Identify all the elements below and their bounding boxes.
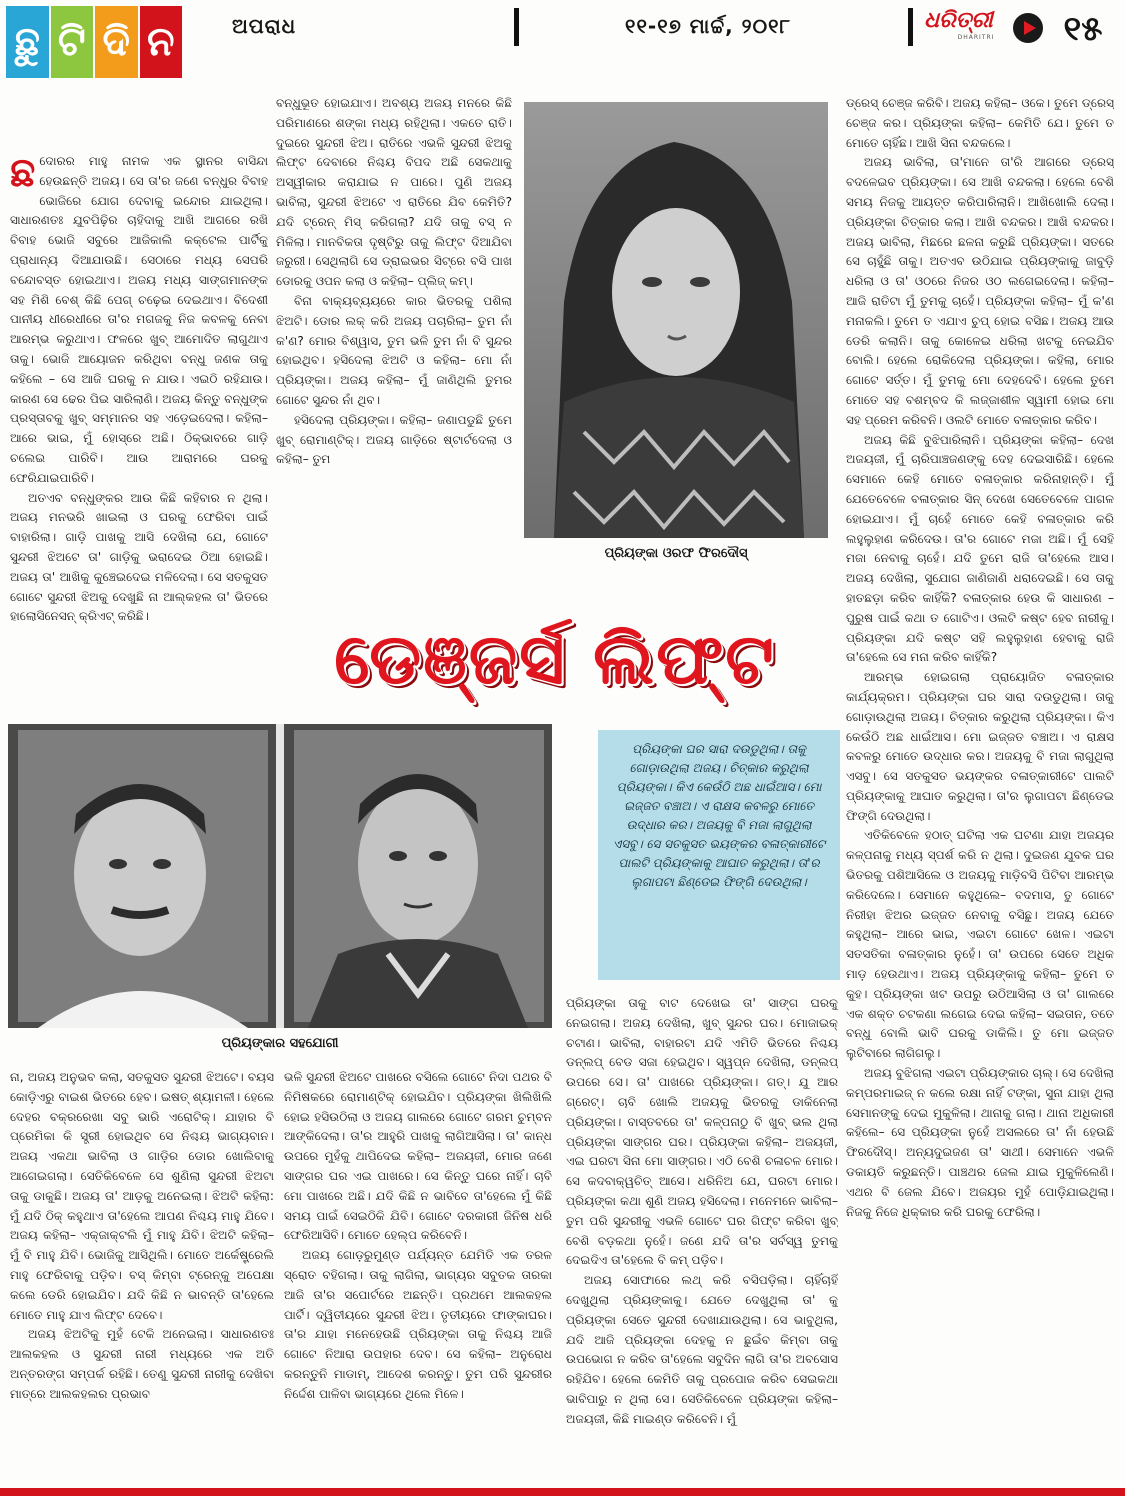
paragraph: ବନ୍ଧୁଭୂତ ହୋଇଯାଏ। ଅବଶ୍ୟ ଅଜୟ ମନରେ କିଛି ପରିମାଣରେ ଶଙ୍କା ମଧ୍ୟ ରହିଥିଲା। ଏକତେ ରାତି। ଦୁଇରେ ସୁନ୍ଦରୀ ଝିଅ। ରାତିରେ ଏଭଳି ସୁନ୍ଦରୀ ଝିଅକୁ ଲିଫ୍ଟ ଦେବାରେ ନିଶ୍ଚୟ ବିପଦ ଅଛି ସେକଥାକୁ ଅସ୍ୱୀକାର କରାଯାଇ ନ ପାରେ। ପୁଣି ଅଜୟ ଭାବିଲା, ସୁନ୍ଦରୀ ଝିଅଟେ ଏ ରାତିରେ ଯିବ କେମିତି? ଯଦି ଟ୍ରେନ୍ ମିସ୍ କରିଗଲା? ଯଦି ତାକୁ ବସ୍ ନ ମିଳିଲା। ମାନବିକତା ଦୃଷ୍ଟିରୁ ତାକୁ ଲିଫ୍ଟ ଦିଆଯିବା ଜରୁରୀ। ସେଥିଲାଗି ସେ ଡ୍ରାଇଭର ସିଟ୍‌ରେ ବସି ପାଖ ଡୋରକୁ ଓପନ କଲା ଓ କହିଲା– ପ୍ଲିଜ୍ କମ୍। <box>276 96 512 289</box>
magazine-logo: ଧରିତ୍ରୀ <box>924 8 993 33</box>
drop-cap: ଛ <box>10 152 36 196</box>
paragraph: ନା, ଅଜୟ ଅନୁଭବ କଲା, ସତକୁସତ ସୁନ୍ଦରୀ ଝିଅଟେ। ବୟସ କୋଡ଼ିଏରୁ ବାଇଶ ଭିତରେ ହେବ। ଇଷତ୍ ଶ୍ୟାମଳୀ। ହେଲେ ଦେହର ବକ୍ରରେଖା ସବୁ ଭାରି ଏରୋଟିକ୍। ଯାହାର ବି ପ୍ରେମିକା କି ସ୍ତ୍ରୀ ହୋଇଥିବ ସେ ନିଶ୍ଚୟ ଭାଗ୍ୟବାନ। ଅଜୟ ଏକଥା ଭାବିଲା ଓ ଗାଡ଼ିର ଡୋର ଖୋଲିବାକୁ ଆଗେଇଗଲା। ସେତିକିବେଳେ ସେ ଶୁଣିଲା ସୁନ୍ଦରୀ ଝିଅଟା ତାକୁ ଡାକୁଛି। ଅଜୟ ତା' ଆଡ଼କୁ ଅନେଇଲା। ଝିଅଟି କହିଲା: ମୁଁ ଯଦି ଠିକ୍ କହୁଥାଏ ତା'ହେଲେ ଆପଣ ନିଶ୍ଚୟ ମାହୁ ଯିବେ। ଅଜୟ କହିଲା– ଏକ୍‌ଜାକ୍‌ଟଲି ମୁଁ ମାହୁ ଯିବି। ଝିଅଟି କହିଲା– ମୁଁ ବି ମାହୁ ଯିବି। ଭୋଜିକୁ ଆସିଥିଲି। ମୋତେ ଅର୍କେଷ୍ଟ୍ରେଲି ମାହୁ ଫେରିବାକୁ ପଡ଼ିବ। ବସ୍ କିମ୍ବା ଟ୍ରେନ୍‌କୁ ଅପେକ୍ଷା କଲେ ଡେରି ହୋଇଯିବ। ଯଦି କିଛି ନ ଭାବନ୍ତି ତା'ହେଲେ ମୋତେ ମାହୁ ଯାଏ ଲିଫ୍ଟ ଦେବେ। <box>10 1070 274 1322</box>
paragraph: ଅଜୟ ଗୋଡ଼ରୁମୁଣ୍ଡ ପର୍ଯ୍ୟନ୍ତ ଯେମିତି ଏକ ତରଳ ସ୍ରୋତ ବହିଗଲା। ତାକୁ ଲାଗିଲା, ଭାଗ୍ୟର ସବୁତକ ତାରକା ଆଜି ତା'ର ସପୋର୍ଟରେ ଅଛନ୍ତି। ପ୍ରଥମେ ଆଲକହଲ ପାର୍ଟି। ଦ୍ୱିତୀୟରେ ସୁନ୍ଦରୀ ଝିଅ। ତୃତୀୟରେ ଫାଙ୍କାଘର। ତା'ର ଯାହା ମନେହେଉଛି ପ୍ରିୟଙ୍କା ତାକୁ ନିଶ୍ଚୟ ଆଜି ଗୋଟେ ନିଆରା ଉପହାର ଦେବ। ସେ କହିଲା– ଅନୁରୋଧ କରନ୍ତୁନି ମାଡାମ୍, ଆଦେଶ କରନ୍ତୁ। ତୁମ ପରି ସୁନ୍ଦରୀର ନିର୍ଦ୍ଦେଶ ପାଳିବା ଭାଗ୍ୟରେ ଥିଲେ ମିଳେ। <box>284 1248 552 1401</box>
magazine-logo-sub: DHARITRI <box>957 34 995 41</box>
paragraph: ହସିଦେଲା ପ୍ରିୟଙ୍କା। କହିଲା– ଜଣାପଡୁଛି ତୁମେ ଖୁବ୍ ରୋମାଣ୍ଟିକ୍। ଅଜୟ ଗାଡ଼ିରେ ଷ୍ଟାର୍ଟଦେଲା ଓ କହିଲା– ତୁମ <box>276 412 512 467</box>
page-bottom-rule <box>0 1488 1125 1496</box>
article-column-2 <box>276 94 512 576</box>
header-divider <box>514 8 519 46</box>
pull-quote: ପ୍ରିୟଙ୍କା ଘର ସାରା ଦଉଡୁଥିଲା। ତାକୁ ଗୋଡ଼ାଉଥିଲା ଅଜୟ। ଚିତ୍କାର କରୁଥିଲା ପ୍ରିୟଙ୍କା। କିଏ କେଉଁଠି ଅଛ ଧାଇଁଆସ। ମୋ ଇଜ୍ଜତ ବଞ୍ଚାଅ। ଏ ରାକ୍ଷସ କବଳରୁ ମୋତେ ଉଦ୍ଧାର କର। ଅଜୟକୁ ବି ମଜା ଲାଗୁଥିଲା ଏସବୁ। ସେ ସତକୁସତ ଭୟଙ୍କର ବଳାତ୍କାରୀଟେ ପାଲଟି ପ୍ରିୟଙ୍କାକୁ ଆଘାତ କରୁଥିଲା। ତା'ର ଲୁଗାପଟା ଛିଣ୍ଡେଇ ଫିଙ୍ଗି ଦେଉଥିଲା। <box>598 730 840 980</box>
headline: ଡେଞ୍ଜର୍ସ ଲିଫ୍ଟ <box>334 618 776 700</box>
brand-letter-tile: ନ <box>140 6 183 78</box>
section-title: ଅପରାଧ <box>232 14 297 38</box>
paragraph: ଦୋରର ମାହୁ ନାମକ ଏକ ସ୍ଥାନର ବାସିନ୍ଦା ହେଉଛନ୍ତି ଅଜୟ। ସେ ତା'ର ଜଣେ ବନ୍ଧୁର ବିବାହ ଭୋଜିରେ ଯୋଗ ଦେବାକୁ ଇନ୍ଦୋର ଯାଇଥିଲା। ସାଧାରଣତଃ ଯୁବପିଢ଼ିର ଚାହିଦାକୁ ଆଖି ଆଗରେ ରଖି ବିବାହ ଭୋଜି ସବୁରେ ଆଜିକାଲି କକ୍‌ଟେଲ ପାର୍ଟିକୁ ପ୍ରାଧାନ୍ୟ ଦିଆଯାଉଛି। ସେଠାରେ ମଧ୍ୟ ସେପରି ବନ୍ଦୋବସ୍ତ ହୋଇଥାଏ। ଅଜୟ ମଧ୍ୟ ସାଙ୍ଗମାନଙ୍କ ସହ ମିଶି ବେଶ୍ କିଛି ପେଗ୍ ଚଢ଼େଇ ଦେଇଥାଏ। ବିଦେଶୀ ପାନୀୟ ଧୀରେଧୀରେ ତା'ର ମଗଜକୁ ନିଜ କବଳକୁ ନେବା ଆରମ୍ଭ କରୁଥାଏ। ଫଳରେ ଖୁବ୍ ଆମୋଦିତ ଲାଗୁଥାଏ ତାକୁ। ଭୋଜି ଆୟୋଜନ କରିଥିବା ବନ୍ଧୁ ଜଣକ ତାକୁ କହିଲେ – ସେ ଆଜି ଘରକୁ ନ ଯାଉ। ଏଇଠି ରହିଯାଉ। କାରଣ ସେ ଢେର ପିଇ ସାରିଲାଣି। ଅଜୟ କିନ୍ତୁ ବନ୍ଧୁଙ୍କ ପ୍ରସ୍ତାବକୁ ଖୁବ୍ ସମ୍ମାନର ସହ ଏଡ଼େଇଦେଲା। କହିଲା– ଆରେ ଭାଇ, ମୁଁ ହୋସ୍‌ରେ ଅଛି। ଠିକ୍‌ଭାବରେ ଗାଡ଼ି ଚଲେଇ ପାରିବି। ଆଉ ଆରାମରେ ଘରକୁ ଫେରିଯାଇପାରିବି। <box>10 154 268 485</box>
page-number: ୧୫ <box>1063 9 1103 49</box>
issue-date: ୧୧-୧୭ ମାର୍ଚ୍ଚ, ୨୦୧୮ <box>625 14 791 38</box>
article-column-bottom-1 <box>10 1068 274 1486</box>
paragraph: ଅଜୟ କିଛି ବୁଝିପାରିଲାନି। ପ୍ରିୟଙ୍କା କହିଲା– ଦେଖ ଅଜୟଜୀ, ମୁଁ ଚାରିପାଞ୍ଚଜଣଙ୍କୁ ଦେହ ଦେଇସାରିଛି। ହେଲେ ସେମାନେ କେହି ମୋତେ ବଳାତ୍କାର କରିନାହାନ୍ତି। ମୁଁ ଯେତେବେଳେ ବଳାତ୍କାର ସିନ୍ ଦେଖେ ସେତେବେଳେ ପାଗଳ ହୋଇଯାଏ। ମୁଁ ଚାହେଁ ମୋତେ କେହି ବଳାତ୍କାର କରି ଲହୁଲୁହାଣ କରିଦେଉ। ତା'ର ଗୋଟେ ମଜା ଅଛି। ମୁଁ ସେହି ମଜା ନେବାକୁ ଚାହେଁ। ଯଦି ତୁମେ ରାଜି ତା'ହେଲେ ଆସ। ଅଜୟ ଦେଖିଲା, ସୁଯୋଗ ଜାଣିଜାଣି ଧରାଦେଇଛି। ସେ ତାକୁ ହାତଛଡ଼ା କରିବ କାହିଁକି? ବଳାତ୍କାର ହେଉ କି ସାଧାରଣ – ପୁରୁଷ ପାଇଁ କଥା ତ ଗୋଟିଏ। ଓଲଟି କଷ୍ଟ ହେବ ନାରୀକୁ। ପ୍ରିୟଙ୍କା ଯଦି କଷ୍ଟ ସହି ଲହୁଲୁହାଣ ହେବାକୁ ରାଜି ତା'ହେଲେ ସେ ମନା କରିବ କାହିଁକି? <box>846 432 1114 665</box>
paragraph: ଅଜୟ ସୋଫାରେ ଲଥ୍ କରି ବସିପଡ଼ିଲା। ଚାହିଁଚାହିଁ ଦେଖୁଥିଲା ପ୍ରିୟଙ୍କାକୁ। ଯେତେ ଦେଖୁଥିଲା ତା' କୁ ପ୍ରିୟଙ୍କା ସେତେ ସୁନ୍ଦରୀ ଦେଖାଯାଉଥିଲା। ସେ ଭାବୁଥିଲା, ଯଦି ଆଜି ପ୍ରିୟଙ୍କା ଦେହକୁ ନ ଛୁଇଁବ କିମ୍ବା ତାକୁ ଉପଭୋଗ ନ କରିବ ତା'ହେଲେ ସବୁଦିନ ଲାଗି ତା'ର ଅବସୋସ ରହିଯିବ। ହେଲେ କେମିତି ତାକୁ ପ୍ରପୋଜ କରିବ ସେଇକଥା ଭାବିପାରୁ ନ ଥିଲା ସେ। ସେତିକିବେଳେ ପ୍ରିୟଙ୍କା କହିଲା– ଅଜୟଜୀ, କିଛି ମାଇଣ୍ଡ କରିବେନି। ମୁଁ <box>566 1273 838 1426</box>
paragraph: ଅତଏବ ବନ୍ଧୁଙ୍କର ଆଉ କିଛି କହିବାର ନ ଥିଲା। ଅଜୟ ମନଭରି ଖାଇଲା ଓ ଘରକୁ ଫେରିବା ପାଇଁ ବାହାରିଲା। ଗାଡ଼ି ପାଖକୁ ଆସି ଦେଖିଲା ଯେ, ଗୋଟେ ସୁନ୍ଦରୀ ଝିଅଟେ ତା' ଗାଡ଼ିକୁ ଭରାଦେଇ ଠିଆ ହୋଇଛି। ଅଜୟ ତା' ଆଖିକୁ କୁଞ୍ଚେଇଦେଇ ମଳିଦେଲା। ସେ ସତକୁସତ ଗୋଟେ ସୁନ୍ଦରୀ ଝିଅକୁ ଦେଖୁଛି ନା ଆଲ୍‌କହଲ ତା' ଭିତରେ ହାଲୋସିନେସନ୍ କ୍ରିଏଟ୍ କରିଛି। <box>10 490 268 624</box>
brand-letter-tile: ଟି <box>51 6 94 78</box>
paragraph: ଆରମ୍ଭ ହୋଇଗଲା ପ୍ରାୟୋଜିତ ବଳାତ୍କାର କାର୍ଯ୍ୟକ୍ରମ। ପ୍ରିୟଙ୍କା ଘର ସାରା ଦଉଡୁଥିଲା। ତାକୁ ଗୋଡ଼ାଉଥିଲା ଅଜୟ। ଚିତ୍କାର କରୁଥିଲା ପ୍ରିୟଙ୍କା। କିଏ କେଉଁଠି ଅଛ ଧାଇଁଆସ। ମୋ ଇଜ୍ଜତ ବଞ୍ଚାଅ। ଏ ରାକ୍ଷସ କବଳରୁ ମୋତେ ଉଦ୍ଧାର କର। ଅଜୟକୁ ବି ମଜା ଲାଗୁଥିଲା ଏସବୁ। ସେ ସତକୁସତ ଭୟଙ୍କର ବଳାତ୍କାରୀଟେ ପାଲଟି ପ୍ରିୟଙ୍କାକୁ ଆଘାତ କରୁଥିଲା। ତା'ର ଲୁଗାପଟା ଛିଣ୍ଡେଇ ଫିଙ୍ଗି ଦେଉଥିଲା। <box>846 670 1114 823</box>
paragraph: ପ୍ରିୟଙ୍କା ତାକୁ ବାଟ ଦେଖେଇ ତା' ସାଙ୍ଗ ଘରକୁ ନେଇଗଲା। ଅଜୟ ଦେଖିଲା, ଖୁବ୍ ସୁନ୍ଦର ଘର। ମୋଜାଇକ୍ ଚଟାଣ। ଭାବିଲା, ବାହାରଟା ଯଦି ଏମିତି ଭିତରେ ନିଶ୍ଚୟ ଡନ୍‌ଲପ୍ ବେଡ ସଜା ହେଇଥିବ। ସ୍ୱପ୍ନ ଦେଖିଲା, ଡନ୍‌ଲପ୍ ଉପରେ ସେ। ତା' ପାଖରେ ପ୍ରିୟଙ୍କା। ଗତ୍। ଯୁ ଆର ଗ୍ରେଟ୍। ଚାବି ଖୋଲି ଅଜୟକୁ ଭିତରକୁ ଡାକିନେଲା ପ୍ରିୟଙ୍କା। ବାସ୍ତବରେ ତା' କଳ୍ପନାଠୁ ବି ଖୁବ୍ ଭଲ ଥିଲା ପ୍ରିୟଙ୍କା ସାଙ୍ଗର ଘର। ପ୍ରିୟଙ୍କା କହିଲା– ଅଜୟଜୀ, ଏଇ ଘରଟା ସିନା ମୋ ସାଙ୍ଗର। ଏଠି ବେଶି ଚଳାଚଳ ମୋର। ସେ କଦବାକ୍ୱଚିତ୍ ଆସେ। ଧରିନିଅ ଯେ, ଘରଟା ମୋର। ପ୍ରିୟଙ୍କା କଥା ଶୁଣି ଅଜୟ ହସିଦେଲା। ମନେମନେ ଭାବିଲା– ତୁମ ପରି ସୁନ୍ଦରୀକୁ ଏଭଳି ଗୋଟେ ଘର ଗିଫ୍ଟ କରିବା ଖୁବ୍ ବେଶି ବଡ଼କଥା ନୁହେଁ। ଜଣେ ଯଦି ତା'ର ସର୍ବସ୍ୱ ତୁମକୁ ଦେଇଦିଏ ତା'ହେଲେ ବି କମ୍ ପଡ଼ିବ। <box>566 996 838 1268</box>
brand-masthead <box>6 6 182 78</box>
play-icon <box>1012 12 1044 44</box>
article-column-1 <box>10 152 268 694</box>
paragraph: ଭଳି ସୁନ୍ଦରୀ ଝିଅଟେ ପାଖରେ ବସିଲେ ଗୋଟେ ନିଦା ପଥର ବି ନିମିଷକରେ ରୋମାଣ୍ଟିକ୍ ହୋଇଯିବ। ପ୍ରିୟଙ୍କା ଖିଲିଖିଲି ହୋଇ ହସିଉଠିଲା ଓ ଅଜୟ ଗାଲରେ ଗୋଟେ ଗରମ ଚୁମ୍ବନ ଆଙ୍କିଦେଲା। ତା'ର ଆହୁରି ପାଖକୁ ଲାଗିଆସିଲା। ତା' କାନ୍ଧ ଉପରେ ମୁହଁକୁ ଥାପିଦେଇ କହିଲା– ଅଜୟଜୀ, ମୋର ଜଣେ ସାଙ୍ଗର ଘର ଏଇ ପାଖରେ। ସେ କିନ୍ତୁ ଘରେ ନାହିଁ। ଚାବି ମୋ ପାଖରେ ଅଛି। ଯଦି କିଛି ନ ଭାବିବେ ତା'ହେଲେ ମୁଁ କିଛି ସମୟ ପାଇଁ ସେଇଠିକି ଯିବି। ଗୋଟେ ଦରକାରୀ ଜିନିଷ ଧରି ଫେରିଆସିବି। ମୋତେ ହେଲ୍ପ କରିବେନି। <box>284 1070 552 1243</box>
brand-letter-tile: ଛୁ <box>6 6 49 78</box>
accomplices-illustration <box>8 724 552 1028</box>
article-column-right <box>846 94 1114 1486</box>
paragraph: ଏତିକିବେଳେ ହଠାତ୍ ଘଟିଲା ଏକ ଘଟଣା ଯାହା ଅଜୟର କଳ୍ପନାକୁ ମଧ୍ୟ ସ୍ପର୍ଶ କରି ନ ଥିଲା। ଦୁଇଜଣ ଯୁବକ ଘର ଭିତରକୁ ପଶିଆସିଲେ ଓ ଅଜୟକୁ ମାଡ଼ିବସି ପିଟିବା ଆରମ୍ଭ କରିଦେଲେ। ସେମାନେ କହୁଥିଲେ– ବଦମାସ, ତୁ ଗୋଟେ ନିରୀହା ଝିଅର ଇଜ୍ଜତ ନେବାକୁ ବସିଛୁ। ଅଜୟ ଯେତେ କହୁଥିଲା– ଆରେ ଭାଇ, ଏଇଟା ଗୋଟେ ଖେଳ। ଏଇଟା ସତସତିକା ବଳାତ୍କାର ନୁହେଁ। ତା' ଉପରେ ସେତେ ଅଧିକ ମାଡ଼ ହେଉଥାଏ। ଅଜୟ ପ୍ରିୟଙ୍କାକୁ କହିଲା– ତୁମେ ତ କୁହ। ପ୍ରିୟଙ୍କା ଖଟ ଉପରୁ ଉଠିଆସିଲା ଓ ତା' ଗାଲରେ ଏକ ଶକ୍ତ ଚଟକଣା ଲଗେଇ ଦେଇ କହିଲା– ସଇତାନ, ତତେ ବନ୍ଧୁ ବୋଲି ଭାବି ଘରକୁ ଡାକିଲି। ତୁ ମୋ ଇଜ୍ଜତ ଲୁଟିବାରେ ଲାଗିଗଲୁ। <box>846 828 1114 1061</box>
header-divider <box>908 8 913 46</box>
photo-caption-top: ପ୍ରିୟଙ୍କା ଓରଫ ଫିରଦୌସ୍ <box>604 546 748 561</box>
paragraph: ଅଜୟ ଝିଅଟିକୁ ମୁହଁ ଟେକି ଅନେଇଲା। ସାଧାରଣତଃ ଆଲକହଲ ଓ ସୁନ୍ଦରୀ ନାରୀ ମଧ୍ୟରେ ଏକ ଅତି ଅନ୍ତରଙ୍ଗ ସମ୍ପର୍କ ରହିଛି। ତେଣୁ ସୁନ୍ଦରୀ ନାରୀକୁ ଦେଖିବା ମାତ୍ରେ ଆଲକହଲର ପ୍ରଭାବ <box>10 1327 274 1401</box>
paragraph: ଅଜୟ ବୁଝିଗଲା ଏଇଟା ପ୍ରିୟଙ୍କାର ଚାଲ୍। ସେ ଦେଖିଲା କମ୍ପରମାଇଜ୍ ନ କଲେ ରକ୍ଷା ନାହିଁ ଟଙ୍କା, ସୁନା ଯାହା ଥିଲା ସେମାନଙ୍କୁ ଦେଇ ମୁକୁଳିଲା। ଥାନାକୁ ଗଲା। ଥାନା ଅଧିକାରୀ କହିଲେ– ସେ ପ୍ରିୟଙ୍କା ନୁହେଁ ଅସଲରେ ତା' ନାଁ ହେଉଛି ଫିରଦୌସ୍। ଅନ୍ୟଦୁଇଜଣ ତା' ସାଥୀ। ସେମାନେ ଏଭଳି ଡକାୟତି କରୁଛନ୍ତି। ପାଞ୍ଚଥର ଜେଲ ଯାଇ ମୁକୁଳିଲେଣି। ଏଥର ବି ଜେଲ ଯିବେ। ଅଜୟର ମୁହଁ ପୋଡ଼ିଯାଇଥିଲା। ନିଜକୁ ନିଜେ ଧିକ୍କାର କରି ଘରକୁ ଫେରିଲା। <box>846 1066 1114 1219</box>
article-column-middle-lower <box>566 994 838 1486</box>
photo-priyanka <box>524 102 828 538</box>
photo-accomplices <box>8 724 552 1028</box>
paragraph: ବିନା ବାକ୍ୟବ୍ୟୟରେ କାର ଭିତରକୁ ପଶିଲା ଝିଅଟି। ଡୋର ଲକ୍ କରି ଅଜୟ ପଚାରିଲା– ତୁମ ନାଁ କ'ଣ? ମୋର ବିଶ୍ୱାସ, ତୁମ ଭଳି ତୁମ ନାଁ ବି ସୁନ୍ଦର ହୋଇଥିବ। ହସିଦେଲା ଝିଅଟି ଓ କହିଲା– ମୋ ନାଁ ପ୍ରିୟଙ୍କା। ଅଜୟ କହିଲା– ମୁଁ ଜାଣିଥିଲି ତୁମର ଗୋଟେ ସୁନ୍ଦର ନାଁ ଥିବ। <box>276 293 512 407</box>
article-column-bottom-2 <box>284 1068 552 1486</box>
brand-letter-tile: ଦି <box>95 6 138 78</box>
photo-caption-left: ପ୍ରିୟଙ୍କାର ସହଯୋଗୀ <box>221 1036 339 1051</box>
portrait-illustration <box>524 102 828 538</box>
paragraph: ଅଜୟ ଭାବିଲା, ତା'ମାନେ ତା'ରି ଆଗରେ ଡ୍ରେସ୍ ବଦଳେଇବ ପ୍ରିୟଙ୍କା। ସେ ଆଖି ବନ୍ଦକଲା। ହେଲେ ବେଶି ସମୟ ନିଜକୁ ଆୟତ୍ତ କରିପାରିଲାନି। ଆଖିଖୋଲି ଦେଲା। ପ୍ରିୟଙ୍କା ଚିତ୍କାର କଲା। ଆଖି ବନ୍ଦକର। ଆଖି ବନ୍ଦକର। ଅଜୟ ଭାବିଲା, ମିଛରେ ଛଳନା କରୁଛି ପ୍ରିୟଙ୍କା। ସତରେ ସେ ଚାହୁଁଛି ତାକୁ। ଅତଏବ ଉଠିଯାଇ ପ୍ରିୟଙ୍କାକୁ ଜାବୁଡ଼ି ଧରିଲା ଓ ତା' ଓଠରେ ନିଜର ଓଠ ଲଗେଇଦେଲା। କହିଲା– ଆଜି ରାତିଟା ମୁଁ ତୁମକୁ ଚାହେଁ। ପ୍ରିୟଙ୍କା କହିଲା– ମୁଁ କ'ଣ ମନାକଲି। ତୁମେ ତ ଏଯାଏ ଚୁପ୍ ହୋଇ ବସିଛ। ଅଜୟ ଆଉ ଡେରି କଲାନି। ତାକୁ କୋଳେଇ ଧରିଲା ଖଟକୁ ନେଇଯିବ ବୋଲି। ହେଲେ ରୋକିଦେଲା ପ୍ରିୟଙ୍କା। କହିଲା, ମୋର ଗୋଟେ ସର୍ତ୍ତ। ମୁଁ ତୁମକୁ ମୋ ଦେହଦେବି। ହେଲେ ତୁମେ ମୋତେ ସହ ବଶମ୍ବଦ କି ଲଜ୍ଜାଶୀଳ ସ୍ୱାମୀ ହୋଇ ମୋ ସହ ପ୍ରେମ କରିବନି। ଓଲଟି ମୋତେ ବଳାତ୍କାର କରିବ। <box>846 155 1114 427</box>
paragraph: ଡ୍ରେସ୍ ଚେଞ୍ଜ କରିବି। ଅଜୟ କହିଲା– ଓକେ। ତୁମେ ଡ୍ରେସ୍ ଚେଞ୍ଜ କର। ପ୍ରିୟଙ୍କା କହିଲା– କେମିତି ଯେ। ତୁମେ ତ ମୋତେ ଚାହିଁଛ। ଆଖି ସିନା ବନ୍ଦକଲେ। <box>846 96 1114 150</box>
